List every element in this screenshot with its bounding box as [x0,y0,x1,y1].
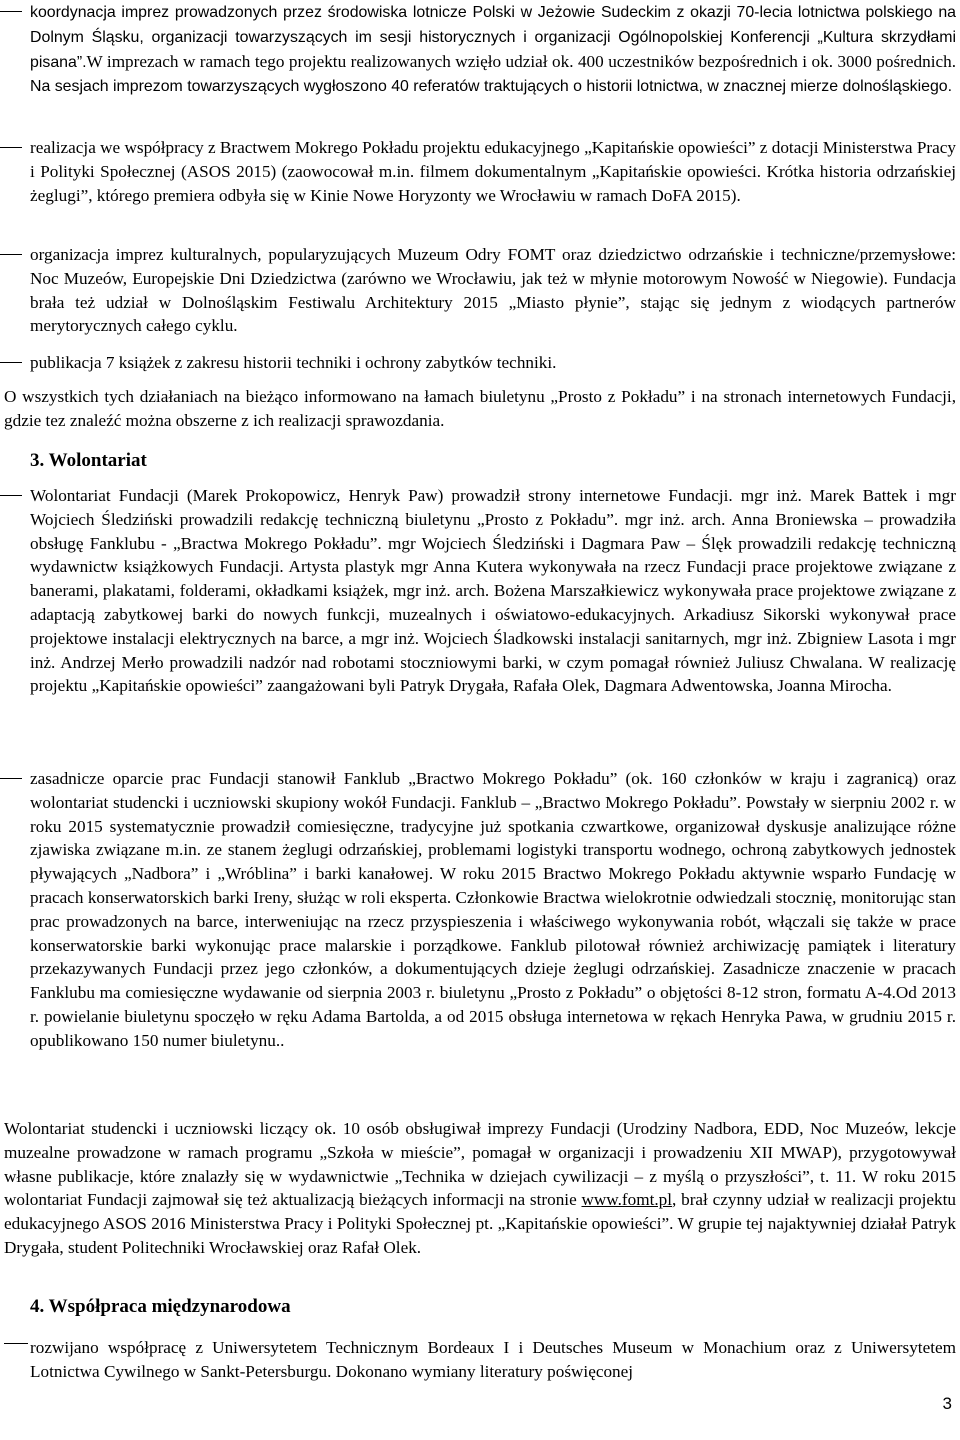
bullet-text-sans: koordynacja imprez prowadzonych przez środowiska lotnicze Polski w Jeżowie Sudeckim z okazji 70-lecia lotnictwa polskiego na Dolnym Śląsku, organizacji towarzyszących im sesji historycznych i organizacji Ogólnopolskiej Konferencji „Kultura skrzydłami pisana”. [30,4,956,71]
em-dash-bullet [0,147,22,148]
em-dash-bullet [0,778,22,779]
em-dash-bullet [0,11,22,12]
bullet-text-sans-2: Na sesjach imprezom towarzyszących wygłoszono 40 referatów traktujących o historii lotnictwa, w znacznej mierze dolnośląskiego. [30,78,953,96]
bullet-text: rozwijano współpracę z Uniwersytetem Technicznym Bordeaux I i Deutsches Museum w Monachium oraz z Uniwersytetem Lotnictwa Cywilnego w Sankt-Petersburgu. Dokonano wymiany literatury poświęconej [30,1338,956,1381]
bullet-item-organizacja [30,243,956,338]
bullet-text-serif: W imprezach w ramach tego projektu realizowanych wzięło udział ok. 400 uczestników bezpośrednich i ok. 3000 pośrednich. [86,51,956,71]
em-dash-bullet [0,495,22,496]
bullet-text: realizacja we współpracy z Bractwem Mokrego Pokładu projektu edukacyjnego „Kapitańskie opowieści” z dotacji Ministerstwa Pracy i Polityki Społecznej (ASOS 2015) (zaowocował m.in. filmem dokumentalnym „Kapitańskie opowieści. Krótka historia odrzańskiej żeglugi”, którego premiera odbyła się w Kinie Nowe Horyzonty we Wrocławiu w ramach DoFA 2015). [30,138,956,205]
em-dash-bullet [4,1343,28,1344]
bullet-item-publikacja [30,351,956,375]
bullet-item-realizacja [30,136,956,207]
paragraph-text: , brał czynny udział w realizacji projektu edukacyjnego ASOS 2016 Ministerstwa Pracy i Polityki Społecznej pt. „Kapitańskie opowieści”. W grupie tej najaktywniej działał Patryk Drygała, student Politechniki Wrocławskiej oraz Rafał Olek. [4,1190,956,1257]
paragraph-text: Wolontariat studencki i uczniowski liczący ok. 10 osób obsługiwał imprezy Fundacji (Urodziny Nadbora, EDD, Noc Muzeów, lekcje muzealne prowadzone w ramach programu „Szkoła w mieście”, pomagał w organizacji i prowadzeniu XII MWAP), przygotowywał własne publikacje, które znalazły się w wydawnictwie „Technika w dziejach cywilizacji – z myślą o przyszłości”, t. 11. W roku 2015 wolontariat Fundacji zajmował się też aktualizacją bieżących informacji na stronie [4,1119,956,1210]
summary-paragraph: O wszystkich tych działaniach na bieżąco informowano na łamach biuletynu „Prosto z Pokładu” i na stronach internetowych Fundacji, gdzie tez znaleźć można obszerne z ich realizacji sprawozdania. [4,387,956,430]
em-dash-bullet [0,362,22,363]
section-heading-wspolpraca: 4. Współpraca międzynarodowa [30,1296,291,1317]
em-dash-bullet [0,254,22,255]
website-link[interactable]: www.fomt.pl [581,1190,673,1210]
bullet-item-wolontariat-fundacji [30,484,956,698]
bullet-text: organizacja imprez kulturalnych, popularyzujących Muzeum Odry FOMT oraz dziedzictwo odrzańskie i techniczne/przemysłowe: Noc Muzeów, Europejskie Dni Dziedzictwa (zarówno we Wrocławiu, jak też w młynie motorowym Nowość w Niegowie). Fundacja brała też udział w Dolnośląskim Festiwalu Architektury 2015 „Miasto płynie”, stając się jednym z wiodących partnerów merytorycznych całego cyklu. [30,245,956,336]
bullet-text: publikacja 7 książek z zakresu historii techniki i ochrony zabytków techniki. [30,353,557,372]
bullet-item-wspolpraca [30,1336,956,1384]
bullet-item-fanklub [30,767,956,1053]
bullet-item-koordynacja [30,0,956,99]
bullet-text: Wolontariat Fundacji (Marek Prokopowicz, Henryk Paw) prowadził strony internetowe Fundacji. mgr inż. Marek Battek i mgr Wojciech Śledziński prowadzili redakcję techniczną biuletynu „Prosto z Pokładu”. mgr inż. arch. Anna Broniewska – prowadziła obsługę Fanklubu - „Bractwa Mokrego Pokładu”. mgr Wojciech Śledziński i Dagmara Paw – Ślęk prowadzili redakcję techniczną wydawnictw książkowych Fundacji. Artysta plastyk mgr Anna Kutera wykonywała na rzecz Fundacji prace projektowe związane z banerami, plakatami, folderami, okładkami książek, mgr inż. arch. Bożena Marszałkiewicz wykonywała prace projektowe związane z adaptacją zabytkowej barki do nowych funkcji, muzealnych i oświatowo-edukacyjnych. Arkadiusz Sikorski wykonywał prace projektowe instalacji elektrycznych na barce, a mgr inż. Wojciech Śladkowski instalacji sanitarnych, mgr inż. Zbigniew Lasota i mgr inż. Andrzej Merło prowadzili nadzór nad robotami stoczniowymi barki, w czym pomagał również Juliusz Chwalana. W realizację projektu „Kapitańskie opowieści” zaangażowani byli Patryk Drygała, Rafała Olek, Dagmara Adwentowska, Joanna Mirocha. [30,486,956,696]
section-heading-wolontariat: 3. Wolontariat [30,450,147,471]
page-number: 3 [942,1394,952,1413]
bullet-text: zasadnicze oparcie prac Fundacji stanowił Fanklub „Bractwo Mokrego Pokładu” (ok. 160 członków w kraju i zagranicą) oraz wolontariat studencki i uczniowski skupiony wokół Fundacji. Fanklub – „Bractwo Mokrego Pokładu”. Powstały w sierpniu 2002 r. w roku 2015 systematycznie prowadził comiesięczne, tradycyjne już spotkania czwartkowe, organizował dyskusje analizujące różne zjawiska związane m.in. ze stanem żeglugi odrzańskiej, problemami logistyki transportu wodnego, ochroną zabytkowych jednostek pływających „Nadbora” i „Wróblina” i barki kanałowej. W roku 2015 Bractwo Mokrego Pokładu aktywnie wsparło Fundację w pracach konserwatorskich barki Ireny, służąc w roli eksperta. Członkowie Bractwa wielokrotnie odwiedzali stocznię, monitorując stan prac prowadzonych na barce, interweniując na rzecz przyspieszenia i właściwego wykonywania robót, włączali się także w prace konserwatorskie barki wykonując prace malarskie i porządkowe. Fanklub pilotował również archiwizację pamiątek i literatury przekazywanych Fundacji przez jego członków, a dokumentujących dzieje żeglugi odrzańskiej. Zasadnicze znaczenie w pracach Fanklubu ma comiesięczne wydawanie od sierpnia 2003 r. biuletynu „Prosto z Pokładu” o objętości 8-12 stron, formatu A-4.Od 2013 r. powielanie biuletynu spoczęło w ręku Adama Bartolda, a od 2015 obsługa internetowa w rękach Henryka Pawa, w grudniu 2015 r. opublikowano 150 numer biuletynu.. [30,769,956,1050]
student-volunteering-paragraph [4,1117,956,1260]
